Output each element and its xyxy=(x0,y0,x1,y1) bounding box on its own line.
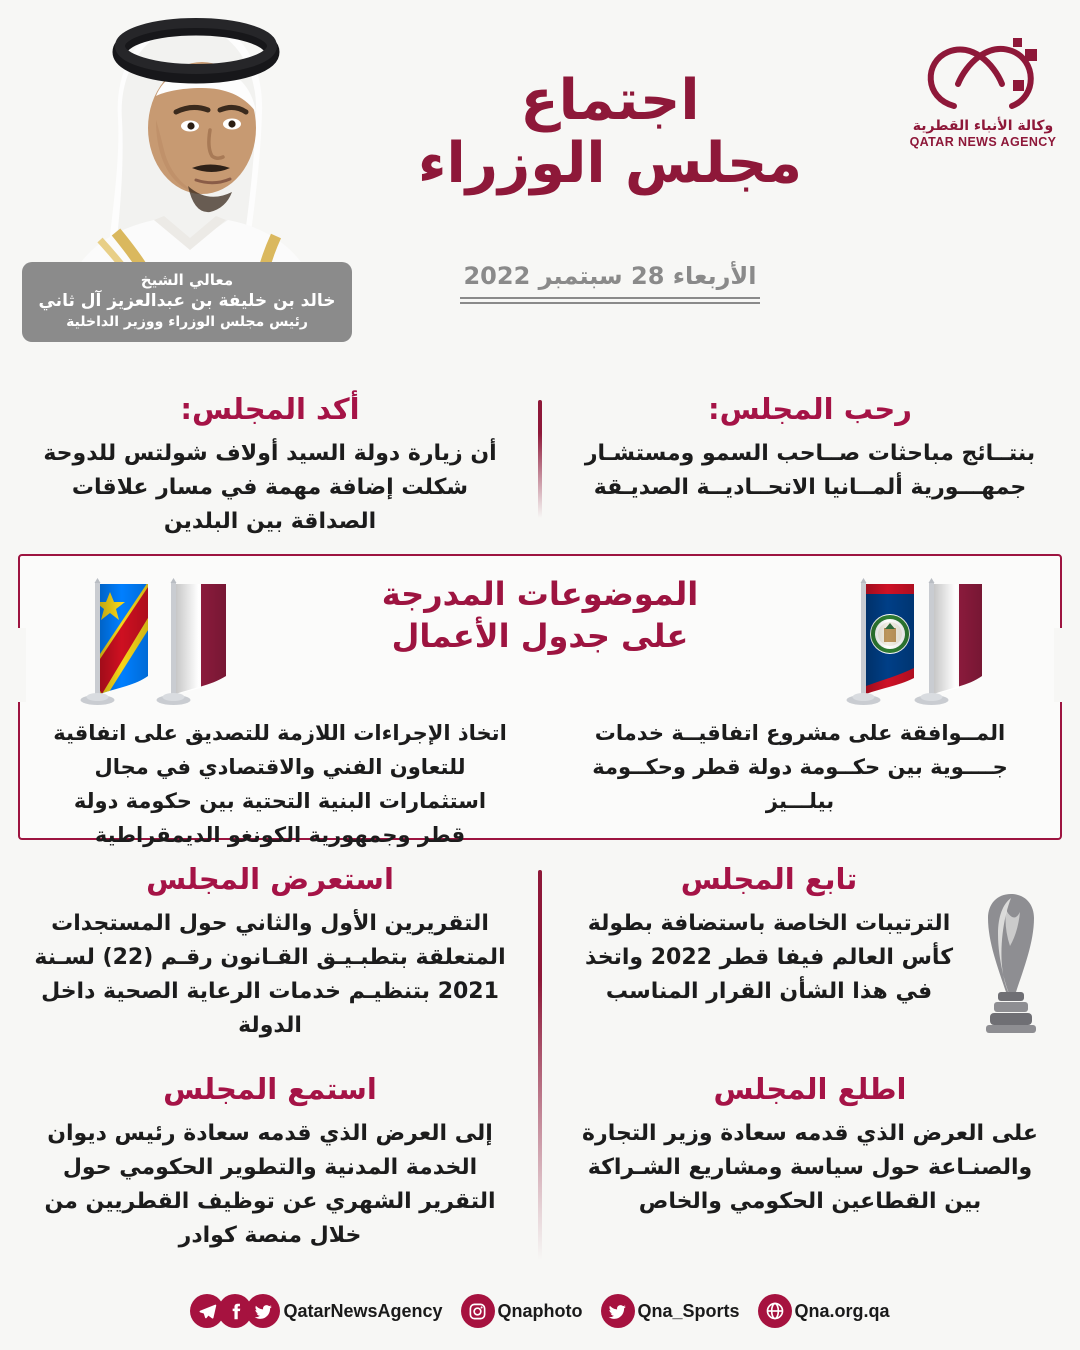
card-reviewed-heading: استعرض المجلس xyxy=(146,862,394,896)
social-group-instagram[interactable] xyxy=(461,1294,583,1328)
person-honorific: معالي الشيخ xyxy=(140,271,234,289)
qna-logo-mark xyxy=(918,28,1048,116)
agenda-item-drcongo xyxy=(20,716,540,852)
card-followed xyxy=(540,862,1080,1062)
card-affirmed xyxy=(0,392,540,532)
globe-icon[interactable] xyxy=(758,1294,792,1328)
social-label-website: Qna.org.qa xyxy=(794,1300,890,1321)
agenda-box xyxy=(18,554,1062,848)
twitter-icon[interactable] xyxy=(246,1294,280,1328)
card-reviewed-body: التقريرين الأول والثاني حول المستجدات المتعلقة بتطبـيـق القـانون رقـم (22) لسـنة 2021 بتنظيـم خدمات الرعاية الصحية داخل الدولة xyxy=(34,910,506,1039)
header xyxy=(0,0,1080,380)
card-briefed-heading: اطلع المجلس xyxy=(713,1072,907,1106)
social-label-main: QatarNewsAgency xyxy=(283,1300,443,1321)
twitter-icon[interactable] xyxy=(601,1294,635,1328)
qna-logo-english: QATAR NEWS AGENCY xyxy=(909,135,1057,149)
date-rule-bottom xyxy=(460,302,760,304)
card-listened xyxy=(0,1072,540,1277)
agenda-title-line-2: على جدول الأعمال xyxy=(391,616,689,655)
qna-logo xyxy=(908,28,1058,149)
agenda-title xyxy=(20,574,1060,657)
card-welcomed-heading: رحب المجلس: xyxy=(708,392,912,426)
card-followed-body: الترتيبات الخاصة باستضافة بطولة كأس العالم فيفا قطر 2022 واتخذ في هذا الشأن القرار المناسب xyxy=(585,910,953,1004)
section-row-3 xyxy=(0,1072,1080,1277)
card-welcomed-body: بنتــائج مباحثات صــاحب السمو ومستشـار جمهـــورية ألمــانيا الاتحــاديــة الصديـقة xyxy=(584,440,1036,500)
card-briefed xyxy=(540,1072,1080,1277)
date-block xyxy=(390,262,830,304)
agenda-item-belize xyxy=(540,716,1060,852)
publication-date: الأربعاء 28 سبتمبر 2022 xyxy=(463,262,757,290)
social-footer xyxy=(0,1294,1080,1328)
agenda-title-line-1: الموضوعات المدرجة xyxy=(381,575,699,613)
section-row-1 xyxy=(0,392,1080,532)
instagram-icon[interactable] xyxy=(461,1294,495,1328)
title-line-2: مجلس الوزراء xyxy=(417,130,803,196)
social-group-sports[interactable] xyxy=(601,1294,740,1328)
card-followed-heading: تابع المجلس xyxy=(680,862,858,896)
row1-divider xyxy=(538,400,542,518)
person-caption xyxy=(22,262,352,342)
card-affirmed-heading: أكد المجلس: xyxy=(180,392,360,426)
agenda-item-drcongo-body: اتخاذ الإجراءات اللازمة للتصديق على اتفاقية للتعاون الفني والاقتصادي في مجال استثمارات البنية التحتية بين حكومة دولة قطر وجمهورية الكونغو الديمقراطية xyxy=(53,721,507,848)
card-reviewed xyxy=(0,862,540,1062)
agenda-item-belize-body: المــوافقة على مشروع اتفاقيــة خدمات جــــوية بين حكــومة دولة قطر وحكــومة بيلـــيز xyxy=(592,721,1008,814)
person-role: رئيس مجلس الوزراء ووزير الداخلية xyxy=(66,314,308,331)
social-label-instagram: Qnaphoto xyxy=(497,1300,583,1321)
card-welcomed xyxy=(540,392,1080,532)
card-briefed-body: على العرض الذي قدمه سعادة وزير التجارة والصنـاعة حول سياسة ومشاريع الشـراكة بين القطاعين الحكومي والخاص xyxy=(582,1120,1038,1214)
page-title xyxy=(390,70,830,195)
agenda-texts xyxy=(20,716,1060,852)
title-line-1: اجتماع xyxy=(520,68,700,133)
world-cup-trophy-icon xyxy=(976,888,1046,1034)
card-listened-heading: استمع المجلس xyxy=(163,1072,377,1106)
social-group-website[interactable] xyxy=(758,1294,890,1328)
date-rule-top xyxy=(460,297,760,299)
section-row-2 xyxy=(0,862,1080,1062)
social-label-sports: Qna_Sports xyxy=(637,1300,740,1321)
card-affirmed-body: أن زيارة دولة السيد أولاف شولتس للدوحة شكلت إضافة مهمة في مسار علاقات الصداقة بين البلدين xyxy=(43,440,497,534)
portrait-photo xyxy=(30,0,340,300)
person-name: خالد بن خليفة بن عبدالعزيز آل ثاني xyxy=(38,291,336,312)
qna-logo-arabic: وكالة الأنباء القطرية xyxy=(912,118,1054,134)
social-group-main[interactable] xyxy=(190,1294,442,1328)
card-listened-body: إلى العرض الذي قدمه سعادة رئيس ديوان الخدمة المدنية والتطوير الحكومي حول التقرير الشهري عن توظيف القطريين من خلال منصة كوادر xyxy=(44,1120,496,1249)
